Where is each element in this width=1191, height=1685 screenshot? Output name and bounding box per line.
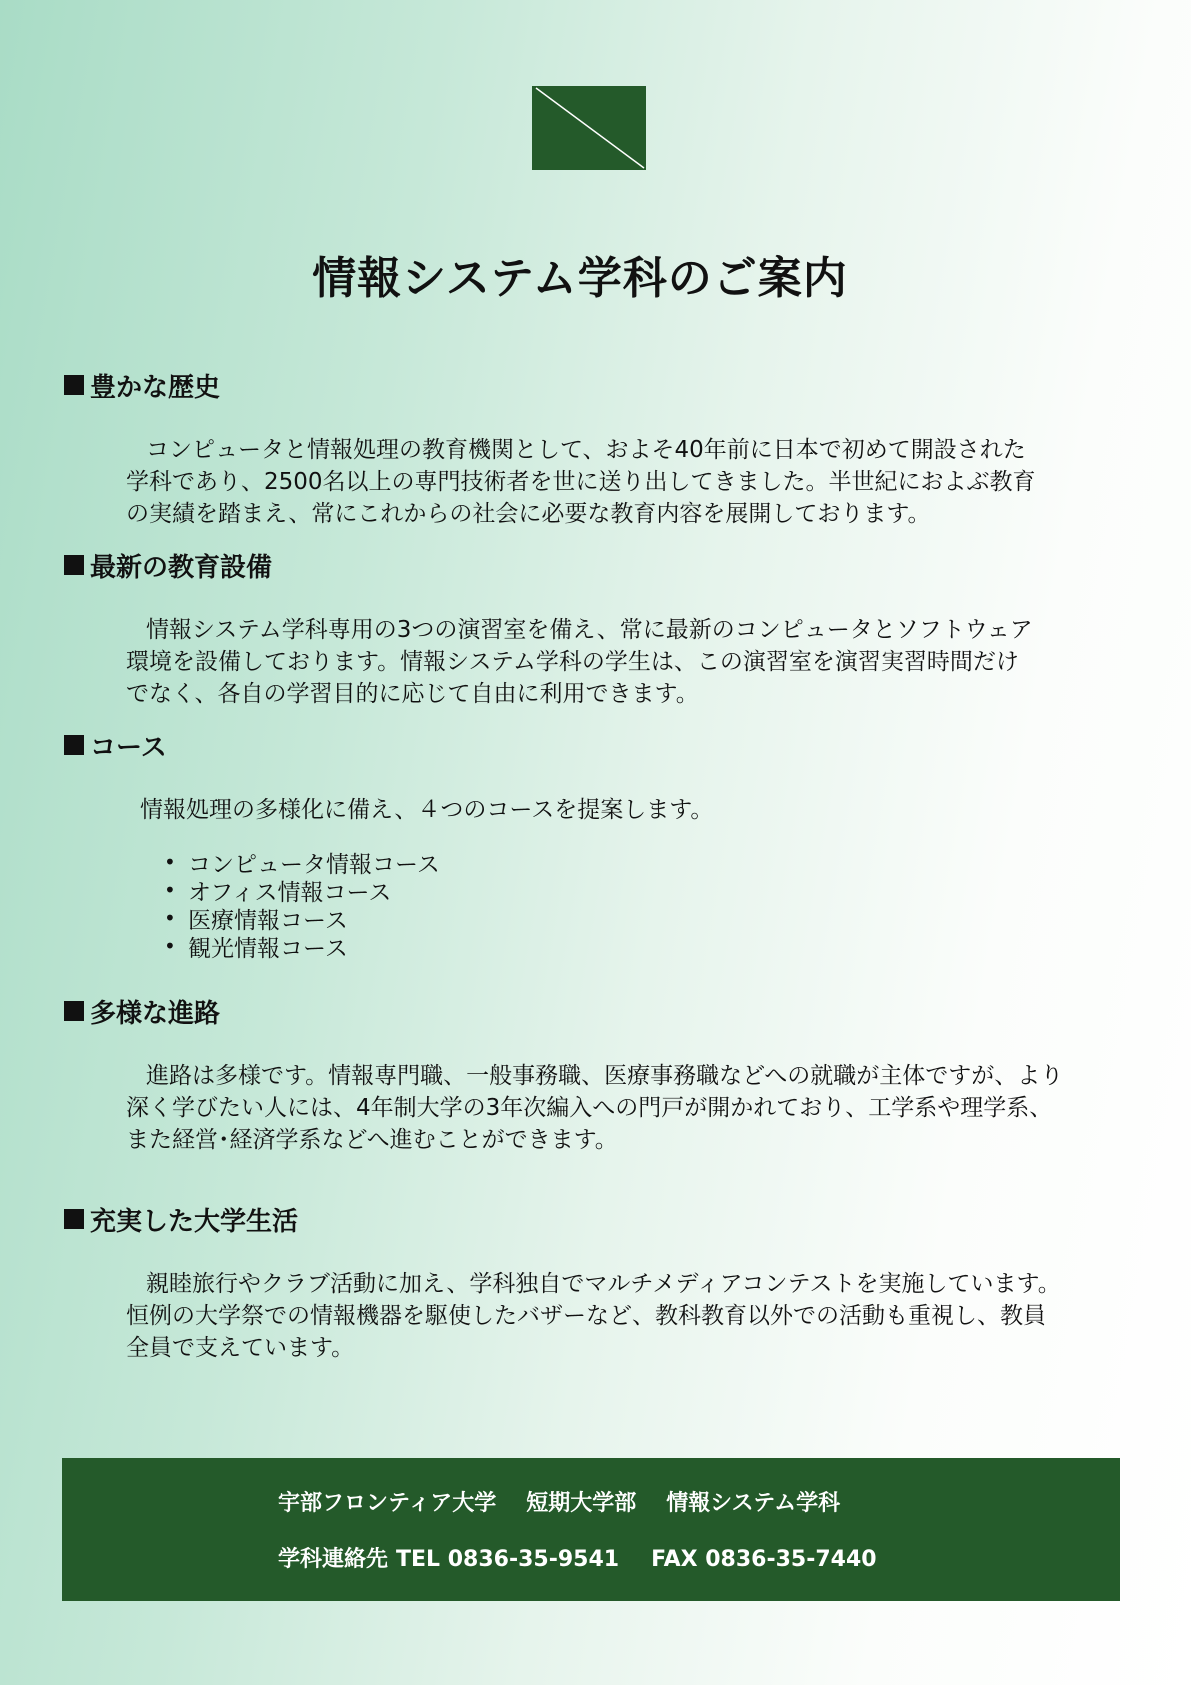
section-career-paths — [64, 994, 1124, 1156]
body-line: 情報システム学科専用の3つの演習室を備え、常に最新のコンピュータとソフトウェア — [146, 617, 1033, 643]
section-courses — [64, 728, 1124, 960]
section-body — [126, 614, 1136, 710]
course-name: コンピュータ情報コース — [188, 851, 440, 878]
black-square-icon — [64, 1209, 84, 1229]
course-item — [164, 848, 1124, 876]
black-square-icon — [64, 555, 84, 575]
body-line: 深く学びたい人には、4年制大学の3年次編入への門戸が開かれており、工学系や理学系、 — [126, 1095, 1053, 1121]
bullet-icon: • — [164, 906, 176, 930]
phone-number: TEL 0836-35-9541 — [396, 1547, 620, 1572]
section-facilities — [64, 548, 1124, 710]
page-title: 情報システム学科のご案内 — [312, 253, 848, 304]
body-line: 学科であり、2500名以上の専門技術者を世に送り出してきました。半世紀におよぶ教育 — [126, 469, 1036, 495]
black-square-icon — [64, 375, 84, 395]
body-line: でなく、各自の学習目的に応じて自由に利用できます。 — [126, 681, 699, 707]
body-line: 親睦旅行やクラブ活動に加え、学科独自でマルチメディアコンテストを実施しています。 — [146, 1271, 1061, 1297]
section-body — [126, 794, 1136, 826]
black-square-icon — [64, 735, 84, 755]
department-logo — [532, 86, 646, 170]
bullet-icon: • — [164, 850, 176, 874]
footer-institution-line — [278, 1486, 840, 1517]
section-heading — [64, 728, 1124, 762]
course-name: 観光情報コース — [188, 935, 348, 962]
body-line: コンピュータと情報処理の教育機関として、およそ40年前に日本で初めて開設された — [146, 437, 1026, 463]
section-heading-text: 充実した大学生活 — [90, 1206, 299, 1237]
body-line: 環境を設備しております。情報システム学科の学生は、この演習室を演習実習時間だけ — [126, 649, 1019, 675]
section-heading-text: コース — [90, 732, 167, 763]
fax-number: FAX 0836-35-7440 — [651, 1547, 877, 1572]
section-heading-text: 多様な進路 — [90, 998, 221, 1029]
section-heading-text: 最新の教育設備 — [90, 552, 273, 583]
section-body — [126, 434, 1136, 530]
section-body — [126, 1060, 1136, 1156]
black-square-icon — [64, 1001, 84, 1021]
section-heading — [64, 368, 1124, 402]
section-heading — [64, 1202, 1124, 1236]
course-list — [164, 848, 1124, 960]
section-heading — [64, 994, 1124, 1028]
contact-footer — [62, 1458, 1120, 1601]
section-history — [64, 368, 1124, 530]
diagonal-line-logo-icon — [532, 86, 646, 170]
section-heading-text: 豊かな歴史 — [90, 372, 221, 403]
body-line: の実績を踏まえ、常にこれからの社会に必要な教育内容を展開しております。 — [126, 501, 931, 527]
college-name: 短期大学部 — [526, 1491, 637, 1516]
body-line: 情報処理の多様化に備え、４つのコースを提案します。 — [140, 797, 714, 823]
department-name: 情報システム学科 — [666, 1491, 841, 1516]
bullet-icon: • — [164, 878, 176, 902]
body-line: 進路は多様です。情報専門職、一般事務職、医療事務職などへの就職が主体ですが、より — [146, 1063, 1064, 1089]
body-line: また経営･経済学系などへ進むことができます。 — [126, 1127, 618, 1153]
bullet-icon: • — [164, 934, 176, 958]
body-line: 恒例の大学祭での情報機器を駆使したバザーなど、教科教育以外での活動も重視し、教員 — [126, 1303, 1046, 1329]
section-campus-life — [64, 1202, 1124, 1364]
footer-contact-line — [278, 1542, 877, 1573]
course-item — [164, 876, 1124, 904]
contact-label: 学科連絡先 — [278, 1547, 389, 1572]
body-line: 全員で支えています。 — [126, 1335, 355, 1361]
course-name: 医療情報コース — [188, 907, 348, 934]
section-body — [126, 1268, 1136, 1364]
university-name: 宇部フロンティア大学 — [278, 1491, 497, 1516]
section-heading — [64, 548, 1124, 582]
course-item — [164, 932, 1124, 960]
course-item — [164, 904, 1124, 932]
course-name: オフィス情報コース — [188, 879, 392, 906]
